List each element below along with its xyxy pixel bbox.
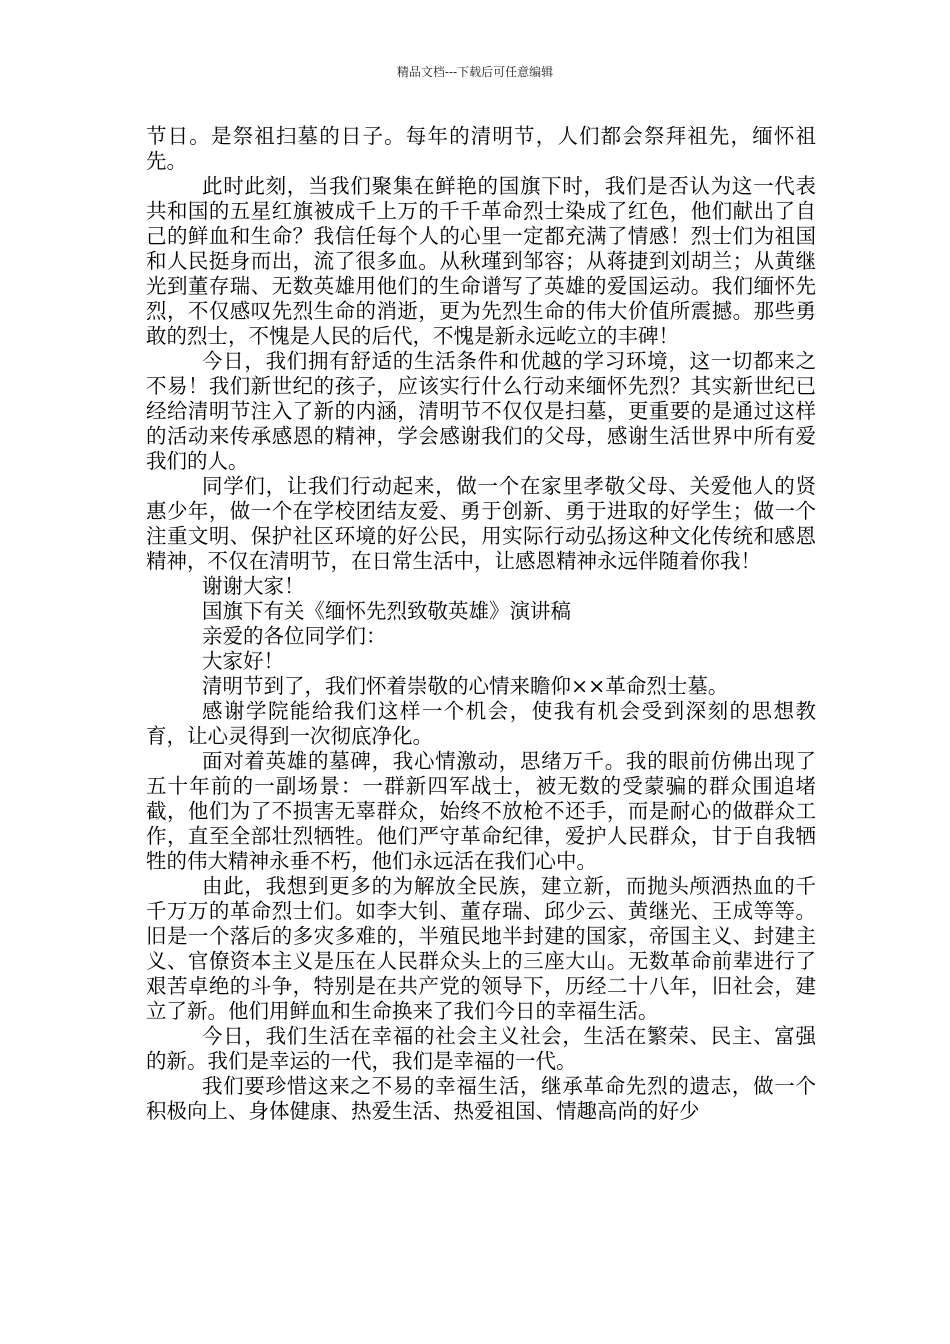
- paragraph: 清明节到了，我们怀着崇敬的心情来瞻仰××革命烈士墓。: [202, 674, 729, 698]
- paragraph: 由此，我想到更多的为解放全民族，建立新，而抛头颅洒热血的千千万万的革命烈士们。如李大钊、董存瑞、邱少云、黄继光、王成等等。旧是一个落后的多灾多难的，半殖民地半封建的国家，帝国主义、封建主义、官僚资本主义是压在人民群众头上的三座大山。无数革命前辈进行了艰苦卓绝的斗争，特别是在共产党的领导下，历经二十八年，旧社会，建立了新。他们用鲜血和生命换来了我们今日的幸福生活。: [146, 874, 816, 1023]
- page-header: 精品文档---下载后可任意编辑: [396, 65, 554, 79]
- paragraph: 节日。是祭祖扫墓的日子。每年的清明节，人们都会祭拜祖先，缅怀祖先。: [146, 124, 816, 173]
- paragraph: 我们要珍惜这来之不易的幸福生活，继承革命先烈的遗志，做一个积极向上、身体健康、热爱生活、热爱祖国、情趣高尚的好少: [146, 1074, 816, 1123]
- paragraph: 同学们，让我们行动起来，做一个在家里孝敬父母、关爱他人的贤惠少年，做一个在学校团结友爱、勇于创新、勇于进取的好学生；做一个注重文明、保护社区环境的好公民，用实际行动弘扬这种文化传统和感恩精神，不仅在清明节，在日常生活中，让感恩精神永远伴随着你我！: [146, 474, 816, 573]
- paragraph: 此时此刻，当我们聚集在鲜艳的国旗下时，我们是否认为这一代表共和国的五星红旗被成千上万的千千革命烈士染成了红色，他们献出了自己的鲜血和生命？我信任每个人的心里一定都充满了情感！烈士们为祖国和人民挺身而出，流了很多血。从秋瑾到邹容；从蒋捷到刘胡兰；从黄继光到董存瑞、无数英雄用他们的生命谱写了英雄的爱国运动。我们缅怀先烈，不仅感叹先烈生命的消逝，更为先烈生命的伟大价值所震撼。那些勇敢的烈士，不愧是人民的后代，不愧是新永远屹立的丰碑！: [146, 174, 816, 348]
- greeting: 大家好！: [202, 649, 284, 673]
- closing-line: 谢谢大家！: [202, 574, 305, 598]
- speech-title: 国旗下有关《缅怀先烈致敬英雄》演讲稿: [202, 599, 571, 623]
- paragraph: 今日，我们拥有舒适的生活条件和优越的学习环境，这一切都来之不易！我们新世纪的孩子，应该实行什么行动来缅怀先烈？其实新世纪已经给清明节注入了新的内涵，清明节不仅仅是扫墓，更重要的是通过这样的活动来传承感恩的精神，学会感谢我们的父母，感谢生活世界中所有爱我们的人。: [146, 349, 816, 473]
- paragraph: 感谢学院能给我们这样一个机会，使我有机会受到深刻的思想教育，让心灵得到一次彻底净化。: [146, 699, 816, 748]
- paragraph: 面对着英雄的墓碑，我心情激动，思绪万千。我的眼前仿佛出现了五十年前的一副场景：一群新四军战士，被无数的受蒙骗的群众围追堵截，他们为了不损害无辜群众，始终不放枪不还手，而是耐心的做群众工作，直至全部壮烈牺牲。他们严守革命纪律，爱护人民群众，甘于自我牺牲的伟大精神永垂不朽，他们永远活在我们心中。: [146, 749, 816, 873]
- paragraph: 今日，我们生活在幸福的社会主义社会，生活在繁荣、民主、富强的新。我们是幸运的一代，我们是幸福的一代。: [146, 1024, 816, 1073]
- salutation: 亲爱的各位同学们：: [202, 624, 387, 648]
- document-body: [146, 124, 816, 1124]
